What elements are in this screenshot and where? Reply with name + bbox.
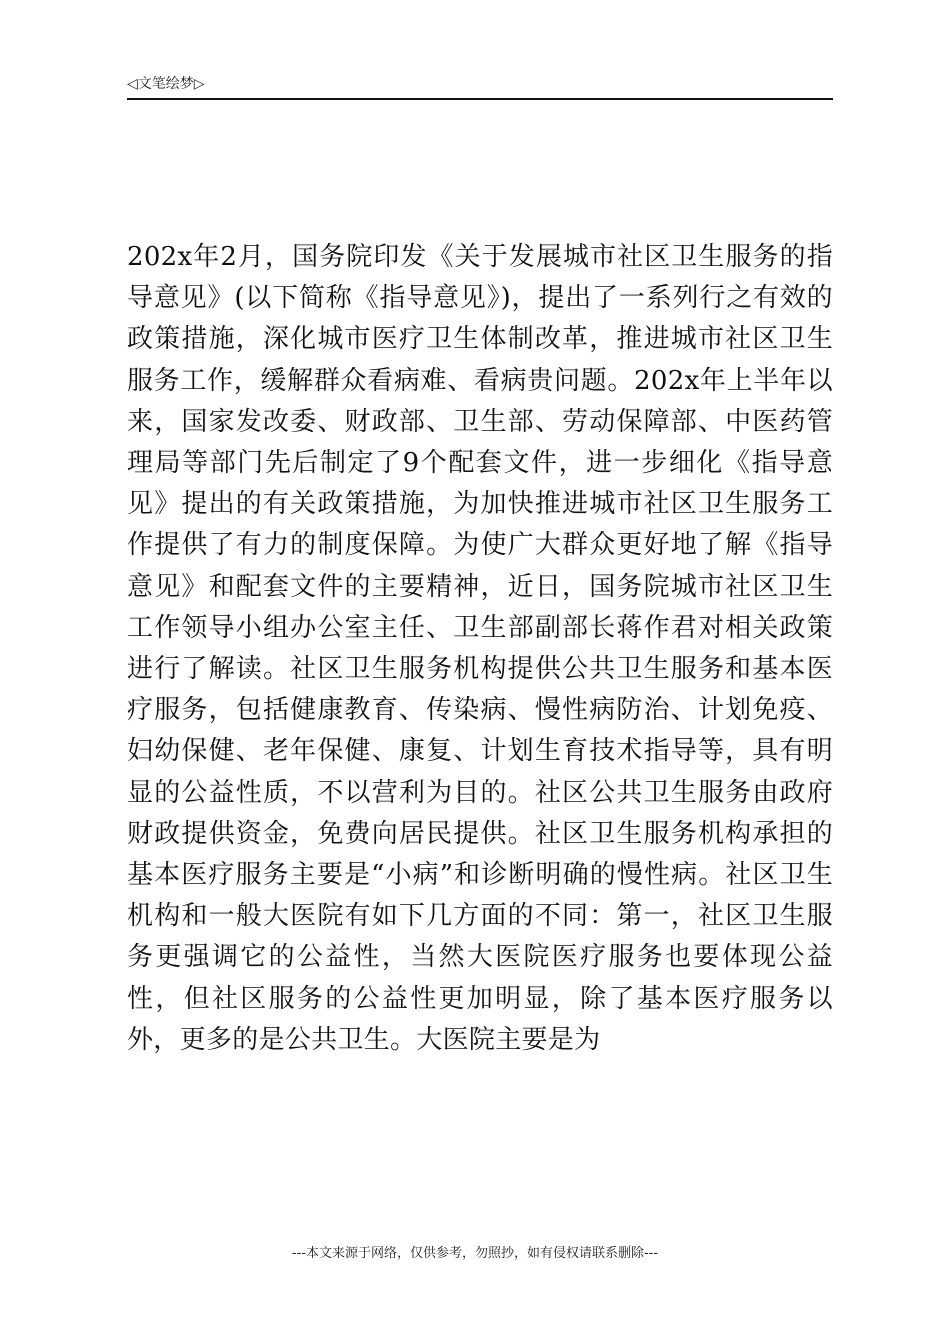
page-header — [127, 72, 833, 100]
body-paragraph: 202x年2月，国务院印发《关于发展城市社区卫生服务的指导意见》(以下简称《指导意见》)，提出了一系列行之有效的政策措施，深化城市医疗卫生体制改革，推进城市社区卫生服务工作，缓解群众看病难、看病贵问题。202x年上半年以来，国家发改委、财政部、卫生部、劳动保障部、中医药管理局等部门先后制定了9个配套文件，进一步细化《指导意见》提出的有关政策措施，为加快推进城市社区卫生服务工作提供了有力的制度保障。为使广大群众更好地了解《指导意见》和配套文件的主要精神，近日，国务院城市社区卫生工作领导小组办公室主任、卫生部副部长蒋作君对相关政策进行了解读。社区卫生服务机构提供公共卫生服务和基本医疗服务，包括健康教育、传染病、慢性病防治、计划免疫、妇幼保健、老年保健、康复、计划生育技术指导等，具有明显的公益性质，不以营利为目的。社区公共卫生服务由政府财政提供资金，免费向居民提供。社区卫生服务机构承担的基本医疗服务主要是“小病”和诊断明确的慢性病。社区卫生机构和一般大医院有如下几方面的不同：第一，社区卫生服务更强调它的公益性，当然大医院医疗服务也要体现公益性，但社区服务的公益性更加明显，除了基本医疗服务以外，更多的是公共卫生。大医院主要是为 — [127, 242, 833, 1055]
header-title: ◁文笔绘梦▷ — [127, 76, 205, 92]
page-footer: ---本文来源于网络，仅供参考，勿照抄，如有侵权请联系删除--- — [291, 1246, 659, 1261]
